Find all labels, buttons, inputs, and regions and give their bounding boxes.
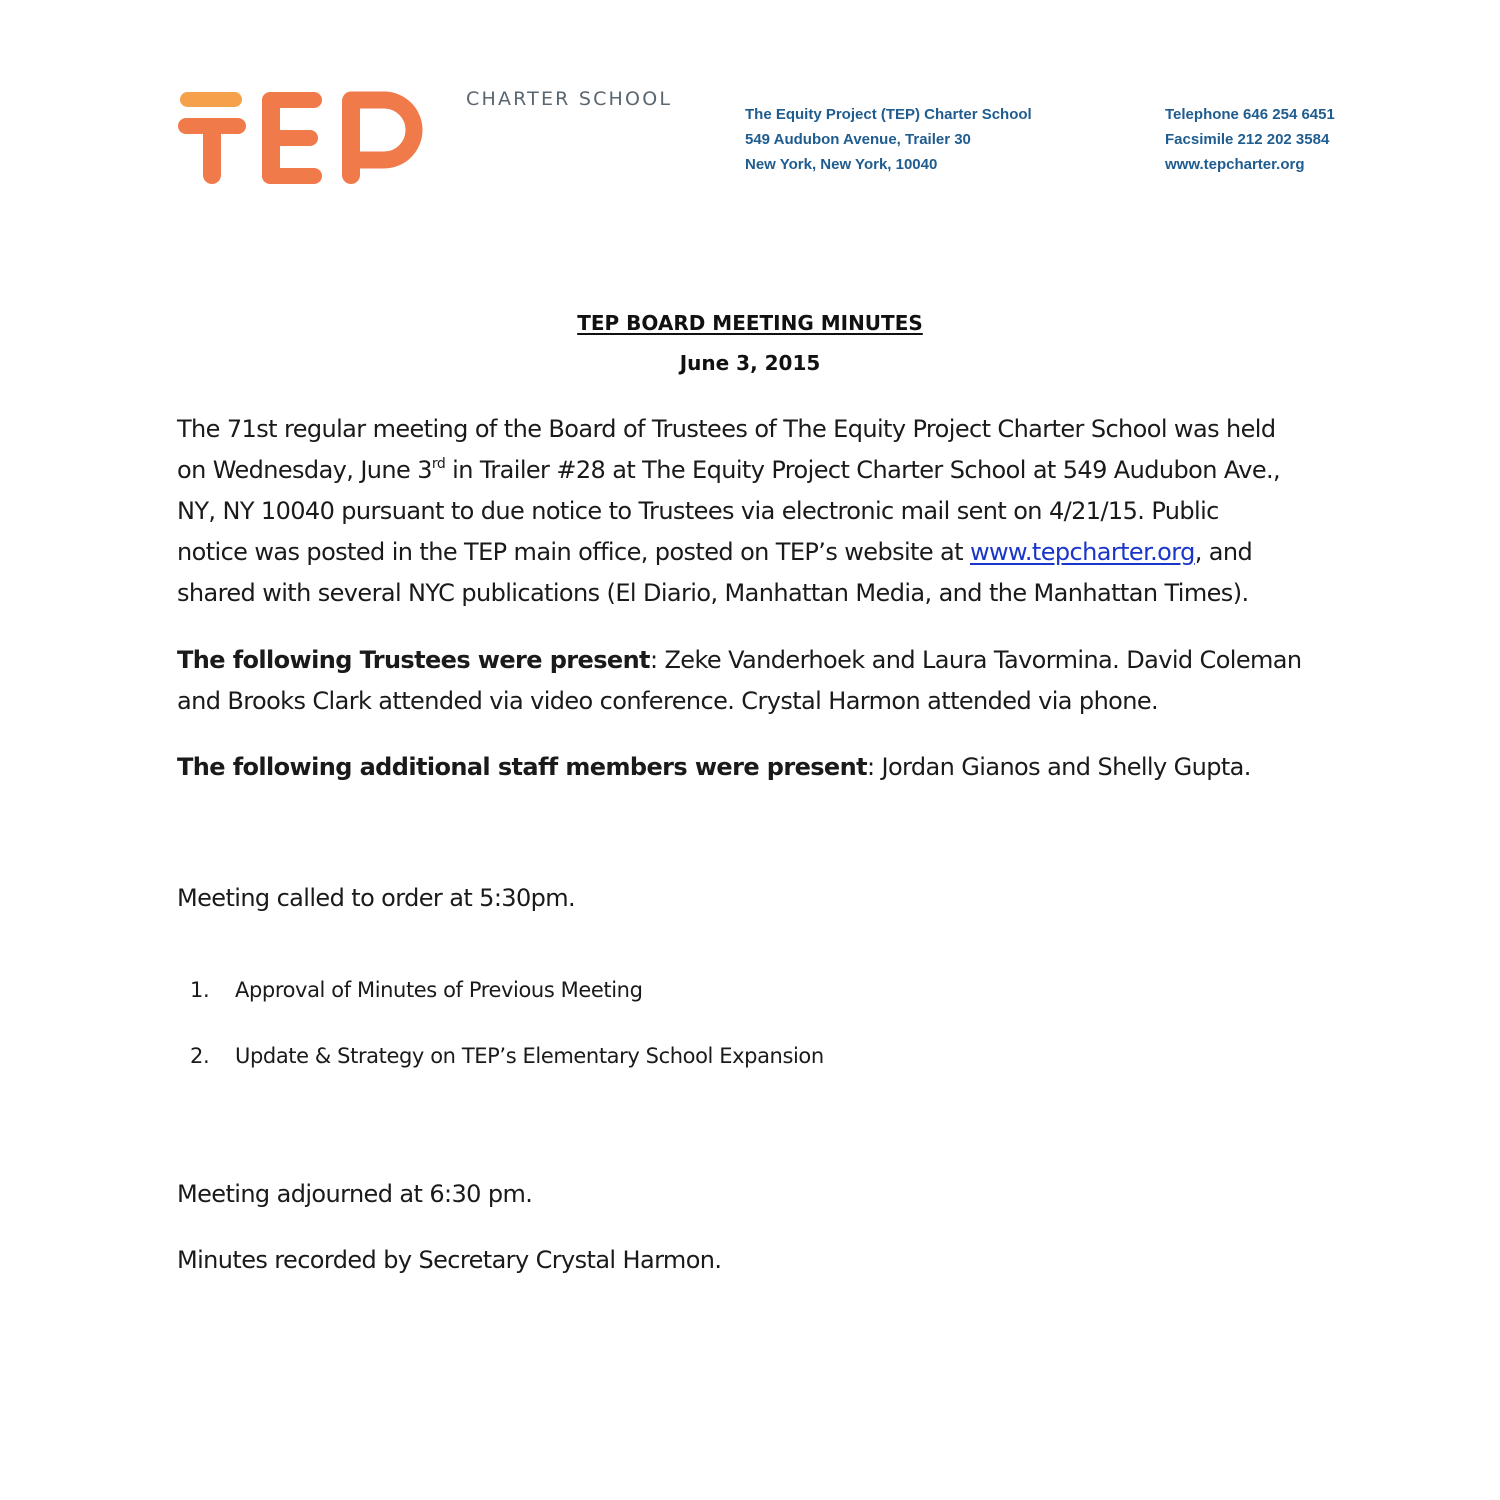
school-address: [745, 102, 1032, 177]
facsimile: Facsimile 212 202 3584: [1165, 131, 1330, 148]
staff-paragraph: [177, 747, 1337, 788]
website-link[interactable]: www.tepcharter.org: [970, 538, 1195, 566]
logo-tagline: CHARTER SCHOOL: [466, 88, 673, 110]
trustees-paragraph: [177, 640, 1337, 722]
trustees-text: : Zeke Vanderhoek and Laura Tavormina. David Coleman: [649, 646, 1302, 674]
trustees-label: The following Trustees were present: [177, 646, 650, 674]
agenda-text: Approval of Minutes of Previous Meeting: [235, 978, 643, 1002]
staff-text: : Jordan Gianos and Shelly Gupta.: [866, 753, 1251, 781]
intro-line: NY, NY 10040 pursuant to due notice to Trustees via electronic mail sent on 4/21/15. Public: [177, 497, 1219, 525]
intro-line: The 71st regular meeting of the Board of Trustees of The Equity Project Charter School was held: [177, 415, 1276, 443]
agenda-text: Update & Strategy on TEP’s Elementary School Expansion: [235, 1044, 824, 1068]
intro-line: shared with several NYC publications (El Diario, Manhattan Media, and the Manhattan Times).: [177, 579, 1249, 607]
intro-text: in Trailer #28 at The Equity Project Charter School at 549 Audubon Ave.,: [445, 456, 1281, 484]
telephone: Telephone 646 254 6451: [1165, 106, 1335, 123]
address-line: New York, New York, 10040: [745, 156, 938, 173]
agenda-number: 2.: [190, 1044, 210, 1068]
document-date: June 3, 2015: [679, 351, 821, 375]
intro-line: [177, 450, 1337, 491]
ordinal-suffix: rd: [431, 456, 446, 472]
staff-label: The following additional staff members were present: [177, 753, 867, 781]
trustees-line: [177, 640, 1337, 681]
document-title: [0, 311, 1500, 335]
website: www.tepcharter.org: [1165, 156, 1305, 173]
agenda-number: 1.: [190, 978, 210, 1002]
address-line: The Equity Project (TEP) Charter School: [745, 106, 1032, 123]
intro-text: on Wednesday, June 3: [177, 456, 432, 484]
intro-paragraph: [177, 409, 1337, 614]
called-to-order: Meeting called to order at 5:30pm.: [177, 884, 576, 912]
document-title-text: TEP BOARD MEETING MINUTES: [577, 311, 923, 335]
tep-logo-mark: [176, 86, 428, 190]
intro-line: [177, 532, 1337, 573]
address-line: 549 Audubon Avenue, Trailer 30: [745, 131, 971, 148]
minutes-recorded-by: Minutes recorded by Secretary Crystal Harmon.: [177, 1246, 722, 1274]
meeting-adjourned: Meeting adjourned at 6:30 pm.: [177, 1180, 533, 1208]
intro-text: notice was posted in the TEP main office, posted on TEP’s website at: [177, 538, 970, 566]
tep-logo: [176, 86, 428, 190]
trustees-line: and Brooks Clark attended via video conference. Crystal Harmon attended via phone.: [177, 687, 1159, 715]
school-contact: [1165, 102, 1335, 177]
staff-line: [177, 747, 1337, 788]
intro-text: , and: [1194, 538, 1253, 566]
